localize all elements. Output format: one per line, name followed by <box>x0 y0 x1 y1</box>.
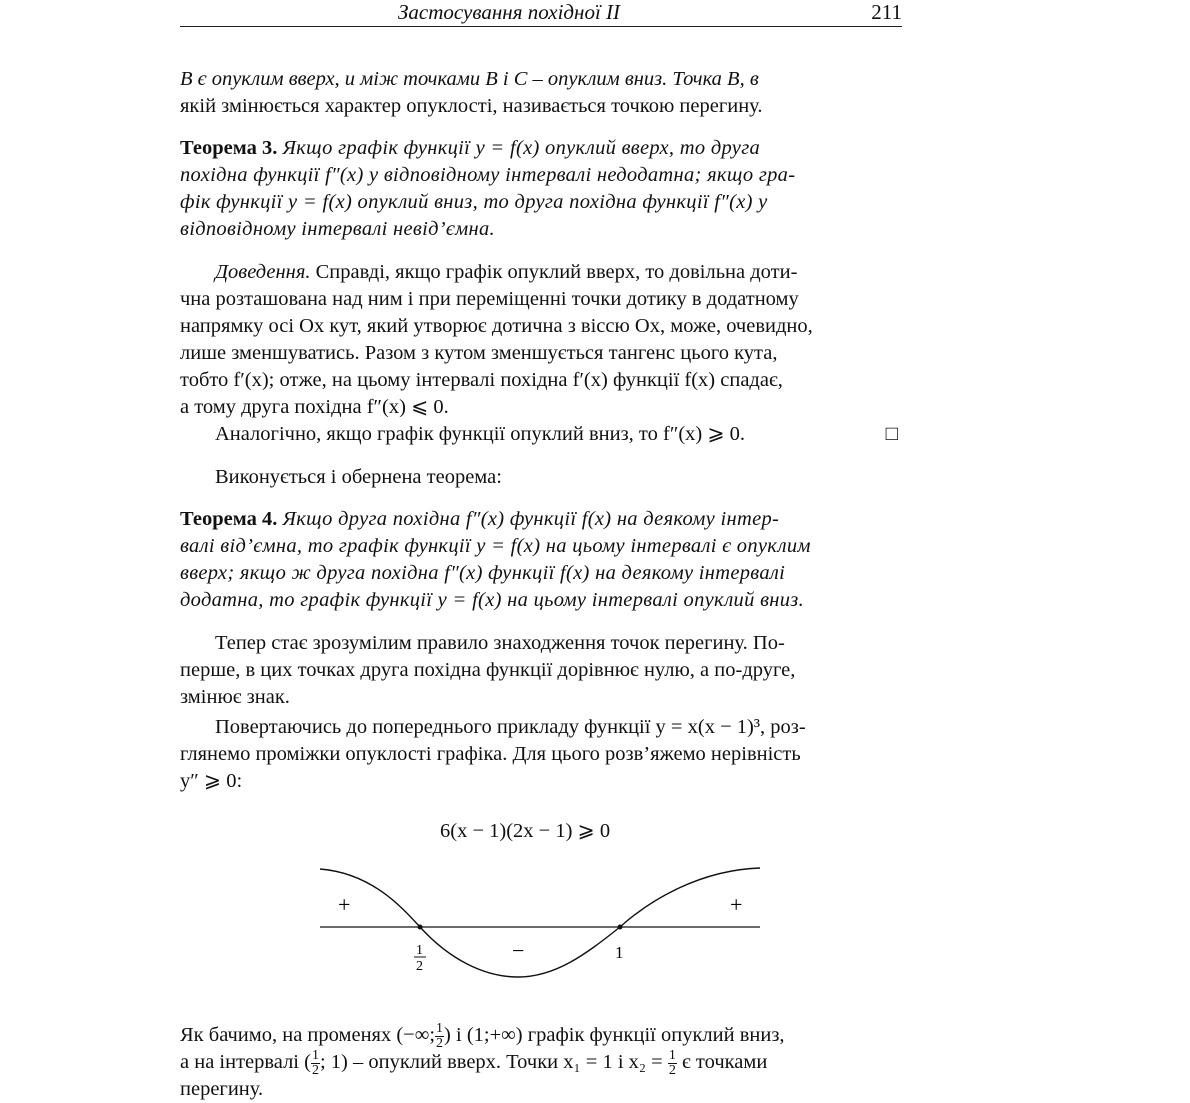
proof <box>180 259 902 448</box>
sign-diagram <box>300 855 770 985</box>
converse-line: Виконується і обернена теорема: <box>215 466 502 488</box>
example-line-3: y″ ⩾ 0: <box>180 770 243 792</box>
theorem-3 <box>180 135 902 243</box>
sign-plus-left: + <box>338 892 351 917</box>
sign-plus-right: + <box>730 892 743 917</box>
example-line-2: глянемо проміжки опуклості графіка. Для цього розв’яжемо нерівність <box>180 743 801 765</box>
converse-paragraph <box>180 464 902 491</box>
rule-paragraph <box>180 630 902 711</box>
theorem-4-line-3: вверх; якщо ж друга похідна f″(x) функції f(x) на деякому інтервалі <box>180 562 786 584</box>
intro-line-1: B є опуклим вверх, и між точками B і C – опуклим вниз. Точка B, в <box>180 68 759 90</box>
qed-symbol: □ <box>885 423 898 445</box>
theorem-4-line-4: додатна, то графік функції y = f(x) на цьому інтервалі опуклий вниз. <box>180 589 805 611</box>
conclusion-line-3: перегину. <box>180 1078 264 1100</box>
theorem-3-label: Теорема 3. <box>180 137 278 159</box>
proof-line-7: Аналогічно, якщо графік функції опуклий вниз, то f″(x) ⩾ 0. <box>215 423 746 445</box>
rule-line-2: перше, в цих точках друга похідна функції дорівнює нулю, а по-друге, <box>180 659 796 681</box>
proof-line-5: тобто f′(x); отже, на цьому інтервалі похідна f′(x) функції f(x) спадає, <box>180 369 783 391</box>
rule-line-1: Тепер стає зрозумілим правило знаходження точок перегину. По- <box>215 632 785 654</box>
conclusion-line-2c: є точками <box>681 1051 768 1074</box>
theorem-3-line-1: Якщо графік функції y = f(x) опуклий вверх, то друга <box>282 137 761 159</box>
theorem-4-label: Теорема 4. <box>180 508 278 530</box>
sign-curve <box>320 868 760 977</box>
root-point-half <box>418 925 423 930</box>
theorem-4-line-2: валі від’ємна, то графік функції y = f(x) на цьому інтервалі є опуклим <box>180 535 811 557</box>
intro-line-2: якій змінюється характер опуклості, називається точкою перегину. <box>180 95 763 117</box>
fraction-half-3: $\frac{1}{2}$ <box>668 1048 676 1078</box>
conclusion-line-2a: а на інтервалі ( <box>180 1051 311 1074</box>
theorem-3-line-2: похідна функції f″(x) у відповідному інтервалі недодатна; якщо гра- <box>180 164 796 186</box>
fraction-half-2: $\frac{1}{2}$ <box>311 1048 319 1078</box>
proof-line-4: лише зменшуватись. Разом з кутом зменшується тангенс цього кута, <box>180 342 778 364</box>
theorem-3-line-4: відповідному інтервалі невід’ємна. <box>180 218 495 240</box>
running-header <box>180 0 902 27</box>
proof-line-1: Справді, якщо графік опуклий вверх, то довільна доти- <box>315 261 798 283</box>
conclusion-line-1a: Як бачимо, на променях (−∞; <box>180 1024 436 1047</box>
proof-line-2: чна розташована над ним і при переміщенні точки дотику в додатному <box>180 288 799 310</box>
fraction-half-1: $\frac{1}{2}$ <box>436 1021 444 1051</box>
root-point-one <box>618 925 623 930</box>
example-paragraph <box>180 714 902 795</box>
root-label-half-den: 2 <box>416 959 423 974</box>
sign-minus-middle: − <box>512 938 525 963</box>
root-label-half-num: 1 <box>416 943 423 958</box>
page-number: 211 <box>871 0 902 24</box>
example-line-1: Повертаючись до попереднього прикладу функції y = x(x − 1)³, роз- <box>215 716 806 738</box>
theorem-4 <box>180 506 902 614</box>
conclusion-paragraph <box>180 1022 902 1103</box>
proof-line-3: напрямку осі Ox кут, який утворює дотична з віссю Ox, може, очевидно, <box>180 315 813 337</box>
proof-line-6: а тому друга похідна f″(x) ⩽ 0. <box>180 396 449 418</box>
display-formula: 6(x − 1)(2x − 1) ⩾ 0 <box>440 820 611 842</box>
running-title: Застосування похідної II <box>398 0 621 24</box>
theorem-4-line-1: Якщо друга похідна f″(x) функції f(x) на деякому інтер- <box>282 508 780 530</box>
conclusion-line-2b: ; 1) – опуклий вверх. Точки x₁ = 1 і x₂ = <box>319 1051 663 1074</box>
root-label-one: 1 <box>615 943 624 962</box>
conclusion-line-1b: ) і (1;+∞) графік функції опуклий вниз, <box>444 1024 785 1047</box>
theorem-3-line-3: фік функції y = f(x) опуклий вниз, то друга похідна функції f″(x) у <box>180 191 768 213</box>
proof-label: Доведення. <box>215 261 311 283</box>
rule-line-3: змінює знак. <box>180 686 290 708</box>
intro-paragraph <box>180 66 902 120</box>
